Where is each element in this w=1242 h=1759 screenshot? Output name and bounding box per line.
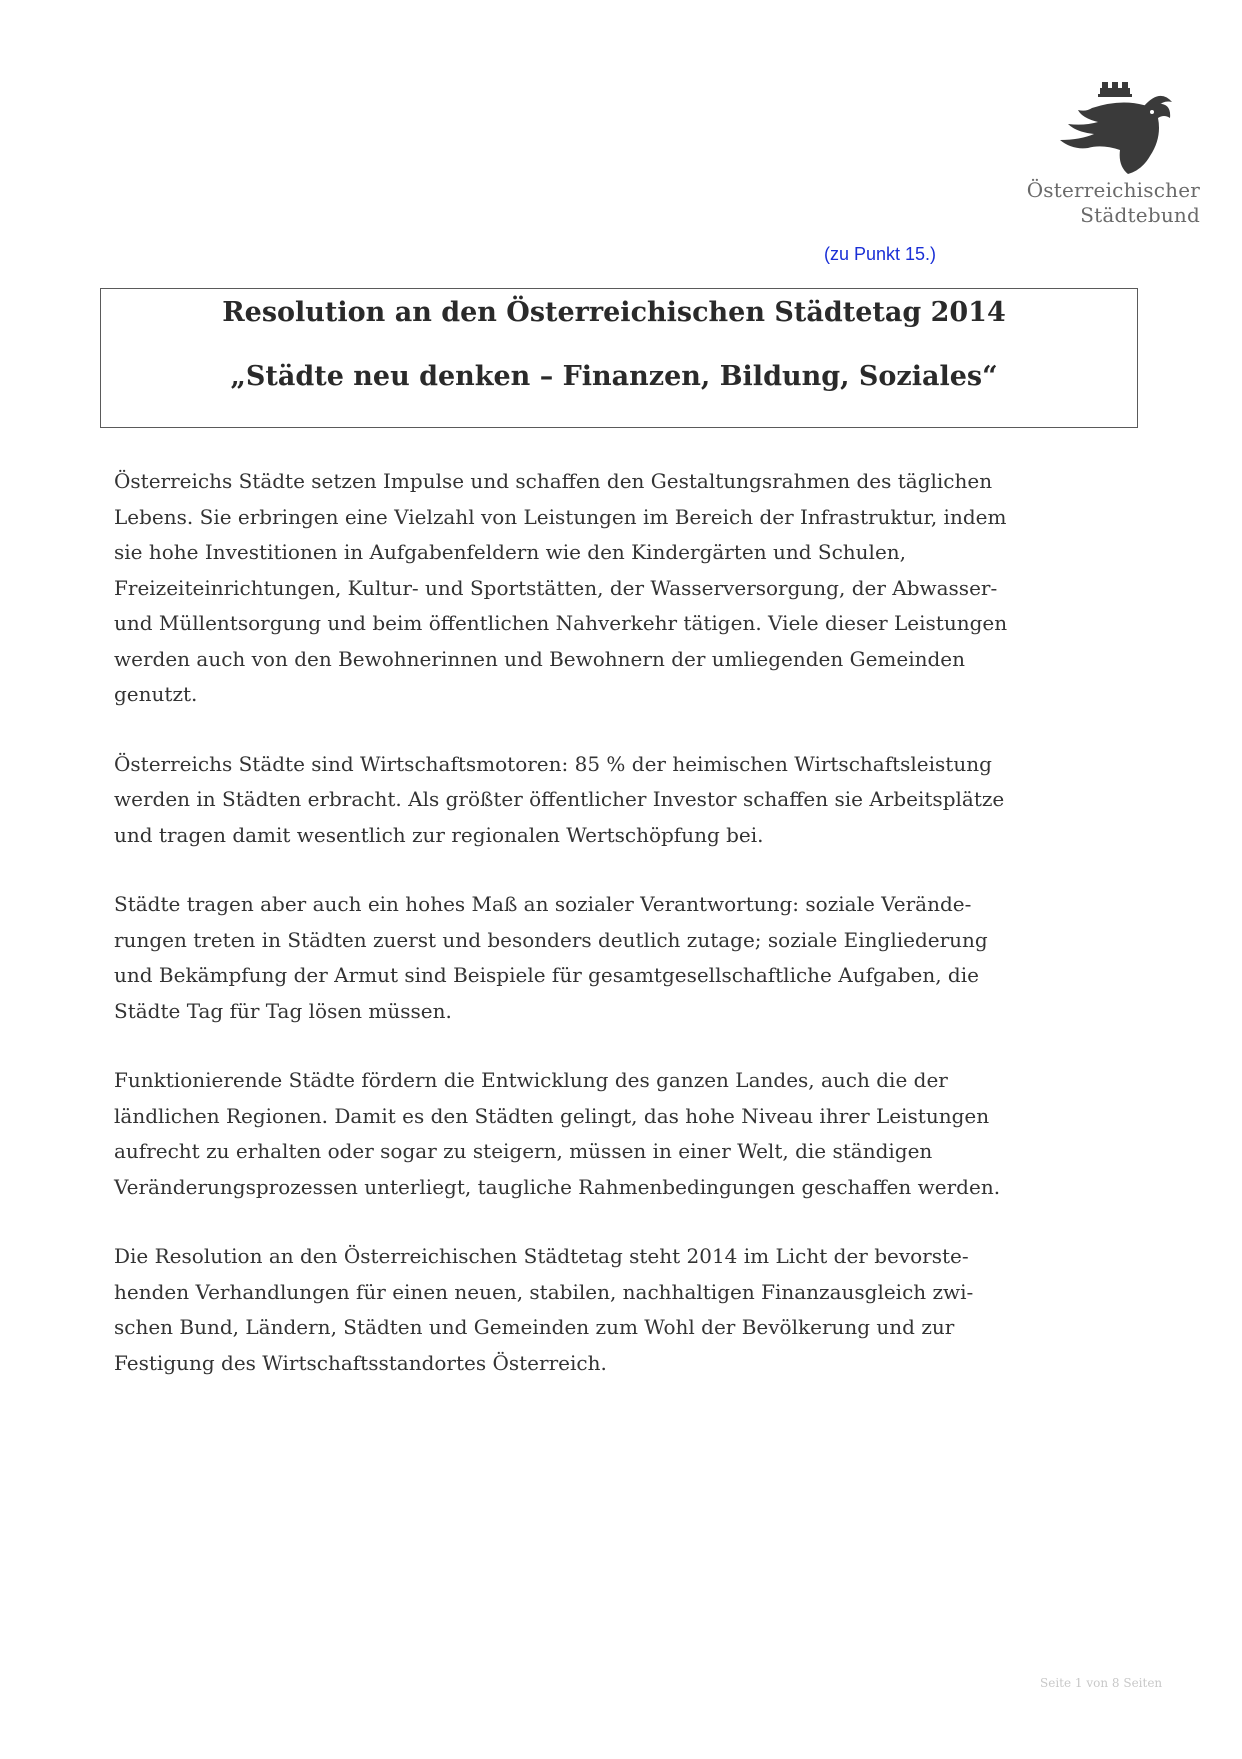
- paragraph: [114, 887, 1114, 1029]
- text-line: henden Verhandlungen für einen neuen, stabilen, nachhaltigen Finanzausgleich zwi-: [114, 1279, 974, 1304]
- text-line: Veränderungsprozessen unterliegt, taugliche Rahmenbedingungen geschaffen werden.: [114, 1174, 1001, 1199]
- logo-text-line1: Österreichischer: [1026, 178, 1200, 202]
- logo-text-line2: Städtebund: [1080, 203, 1200, 227]
- text-line: Österreichs Städte setzen Impulse und schaffen den Gestaltungsrahmen des täglichen: [114, 469, 993, 493]
- eagle-crown-emblem-icon: [1032, 78, 1182, 178]
- text-line: genutzt.: [114, 682, 198, 706]
- title-box: [100, 288, 1138, 428]
- text-line: Die Resolution an den Österreichischen Städtetag steht 2014 im Licht der bevorste-: [114, 1244, 969, 1268]
- agenda-item-reference: (zu Punkt 15.): [824, 244, 937, 264]
- text-line: Funktionierende Städte fördern die Entwicklung des ganzen Landes, auch die der: [114, 1068, 948, 1092]
- text-line: ländlichen Regionen. Damit es den Städten gelingt, das hohe Niveau ihrer Leistungen: [114, 1103, 990, 1128]
- text-line: Städte tragen aber auch ein hohes Maß an sozialer Verantwortung: soziale Verände-: [114, 892, 972, 916]
- text-line: sie hohe Investitionen in Aufgabenfeldern wie den Kindergärten und Schulen,: [114, 540, 907, 564]
- text-line: Lebens. Sie erbringen eine Vielzahl von Leistungen im Bereich der Infrastruktur, indem: [114, 504, 1007, 529]
- paragraph: [114, 1063, 1114, 1205]
- staedtebund-logo: [990, 78, 1200, 228]
- text-line: schen Bund, Ländern, Städten und Gemeinden zum Wohl der Bevölkerung und zur: [114, 1315, 955, 1339]
- text-line: Städte Tag für Tag lösen müssen.: [114, 998, 452, 1023]
- body-text: [114, 464, 1114, 1415]
- text-line: Österreichs Städte sind Wirtschaftsmotoren: 85 % der heimischen Wirtschaftsleistung: [114, 751, 992, 776]
- document-title: Resolution an den Österreichischen Städtetag 2014: [222, 297, 1006, 328]
- text-line: Festigung des Wirtschaftsstandortes Österreich.: [114, 1350, 607, 1375]
- text-line: und tragen damit wesentlich zur regionalen Wertschöpfung bei.: [114, 822, 764, 847]
- text-line: werden auch von den Bewohnerinnen und Bewohnern der umliegenden Gemeinden: [114, 646, 966, 671]
- text-line: rungen treten in Städten zuerst und besonders deutlich zutage; soziale Eingliederung: [114, 927, 988, 952]
- page-number-footer: Seite 1 von 8 Seiten: [1040, 1676, 1163, 1690]
- paragraph: [114, 1239, 1114, 1381]
- text-line: Freizeiteinrichtungen, Kultur- und Sportstätten, der Wasserversorgung, der Abwasser-: [114, 575, 998, 600]
- text-line: werden in Städten erbracht. Als größter öffentlicher Investor schaffen sie Arbeitsplätze: [114, 787, 1005, 811]
- text-line: aufrecht zu erhalten oder sogar zu steigern, müssen in einer Welt, die ständigen: [114, 1139, 933, 1163]
- paragraph: [114, 747, 1114, 854]
- paragraph: [114, 464, 1114, 713]
- document-subtitle: „Städte neu denken – Finanzen, Bildung, Soziales“: [230, 361, 998, 392]
- text-line: und Müllentsorgung und beim öffentlichen Nahverkehr tätigen. Viele dieser Leistungen: [114, 611, 1008, 635]
- text-line: und Bekämpfung der Armut sind Beispiele für gesamtgesellschaftliche Aufgaben, die: [114, 963, 979, 987]
